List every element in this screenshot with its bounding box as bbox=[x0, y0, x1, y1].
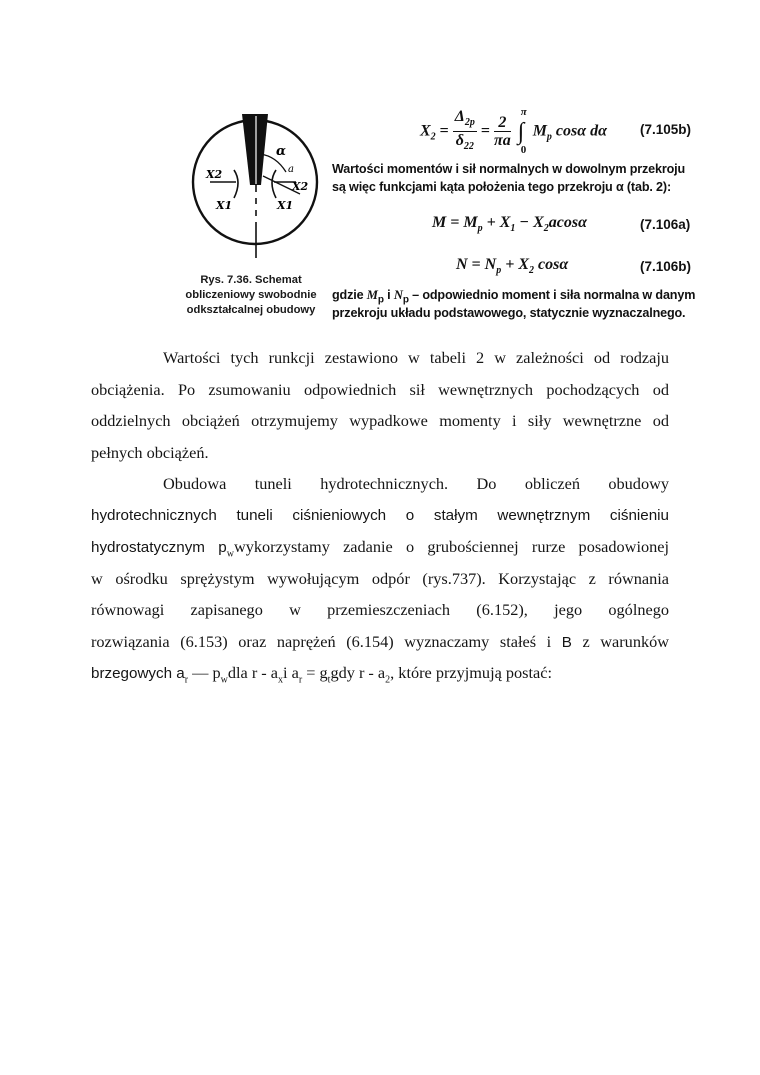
equation-number-7-106b: (7.106b) bbox=[640, 259, 692, 274]
svg-text:X2: X2 bbox=[292, 180, 309, 193]
scan-line-3: gdzie $M_p$ i $N_p$ – odpowiednio moment i siła normalna w danym bbox=[332, 288, 696, 306]
paragraph-1-line-1: Wartości tych runkcji zestawiono w tabeli 2 w zależności od rodzaju bbox=[163, 348, 669, 367]
equation-7-106b: $N = N_p + X_2$ cosα bbox=[456, 256, 569, 277]
paragraph-2-line-3: hydrostatycznym $p_wwykorzystamy$ zadanie o grubościennej rurze posadowionej bbox=[91, 537, 669, 560]
figure-caption: Rys. 7.36. Schemat obliczeniowy swobodnie odkształcalnej obudowy bbox=[185, 274, 317, 316]
paragraph-1-line-2: obciążenia. Po zsumowaniu odpowiednich sił wewnętrznych pochodzących od bbox=[91, 379, 669, 399]
paragraph-2-line-6: rozwiązania (6.153) oraz naprężeń (6.154) wyznaczamy stałeś i B z warunków bbox=[91, 631, 670, 651]
scan-line-1: Wartości momentów i sił normalnych w dowolnym przekroju bbox=[332, 162, 686, 176]
equation-7-105b: $X_2$ = $\frac{\Delta_{2p}}{\delta_{22}}$ = $\frac{2}{\pi a}$ ∫ π 0 $M_p$ cosα dα bbox=[420, 105, 607, 156]
scan-line-4: przekroju układu podstawowego, statycznie wyznaczalnego. bbox=[332, 306, 686, 320]
svg-text:a: a bbox=[288, 164, 294, 175]
paragraph-1-line-4: pełnych obciążeń. bbox=[91, 442, 209, 462]
paragraph-1-line-3: oddzielnych obciążeń otrzymujemy wypadkowe momenty i siły wewnętrzne od bbox=[91, 411, 669, 430]
body-paragraphs bbox=[91, 342, 669, 689]
paragraph-2-line-1: Obudowa tuneli hydrotechnicznych. Do obliczeń obudowy bbox=[163, 474, 669, 493]
svg-text:X1: X1 bbox=[216, 199, 233, 212]
svg-text:X1: X1 bbox=[277, 199, 294, 212]
equation-7-106a: $M = M_p + X_1 - X_2acos\alpha$ bbox=[432, 214, 587, 235]
paragraph-2-line-7: brzegowych $a_r$ — $p_wdla$ r - $a_xi$ $a_r = g_tgdy$ r - $a_2$, które przyjmują postać: bbox=[91, 663, 553, 686]
equation-number-7-106a: (7.106a) bbox=[640, 217, 691, 232]
svg-text:X2: X2 bbox=[206, 168, 223, 181]
rigid-segment bbox=[242, 114, 268, 185]
paragraph-2-line-4: w ośrodku sprężystym wywołującym odpór (rys.737). Korzystając z równania bbox=[91, 568, 669, 588]
paragraph-2-line-2: hydrotechnicznych tuneli ciśnieniowych o stałym wewnętrznym ciśnieniu bbox=[91, 506, 669, 524]
svg-text:α: α bbox=[276, 144, 287, 159]
paragraph-2-line-5: równowagi zapisanego w przemieszczeniach (6.152), jego ogólnego bbox=[91, 600, 669, 619]
equation-number-7-105b: (7.105b) bbox=[640, 122, 692, 137]
tunnel-diagram bbox=[176, 112, 324, 272]
scan-line-2: są więc funkcjami kąta położenia tego przekroju α (tab. 2): bbox=[332, 180, 672, 194]
